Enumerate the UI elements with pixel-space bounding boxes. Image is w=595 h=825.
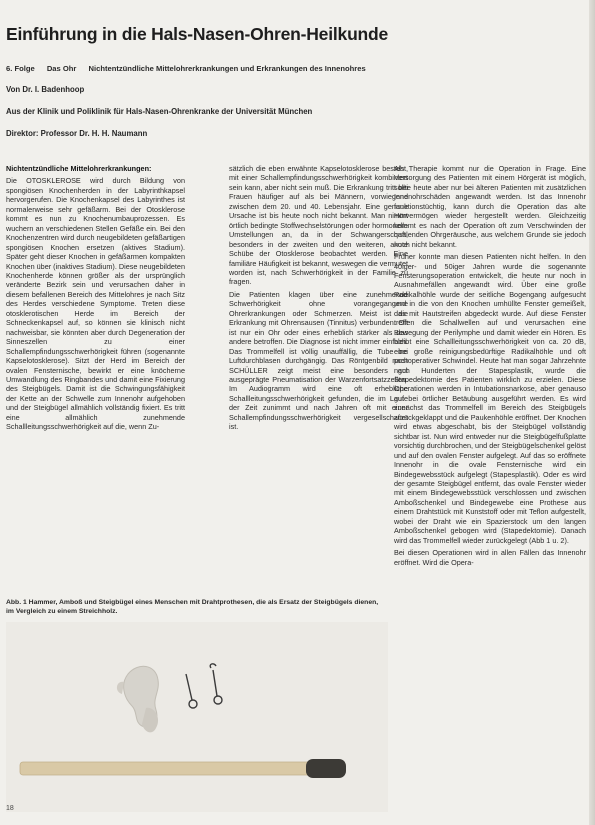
topic-label: Das Ohr xyxy=(46,64,77,73)
paragraph: sätzlich die eben erwähnte Kapselotosklerose besteht, mit einer Schallempfindungsschwerhörigkeit kombiniert sein kann, aber nicht sein muß. Die Erkrankung tritt bei Frauen häufiger auf als bei Männern, vorwiegend zwischen dem 20. und 40. Lebensjahr. Eine genaue Ursache ist bis heute noch nicht bekannt. Man nimmt örtlich bedingte Stoffwechselstörungen oder hormonelle Umstellungen an, da in der Schwangerschaft, besonders in der zweiten und den weiteren, akute Schübe der Otosklerose beobachtet werden. Eine familiäre Häufigkeit ist bekannt, weswegen die vermutet worden ist, nach Schwerhörigkeit in der Familie zu fragen. xyxy=(229,164,408,287)
paragraph: Die Patienten klagen über eine zunehmende Schwerhörigkeit ohne vorangegangene Ohrerkrankungen oder Schmerzen. Meist ist die Erkrankung mit Ohrensausen (Tinnitus) verbunden. Oft ist nur ein Ohr oder eines erheblich stärker als das andere betroffen. Die Diagnose ist nicht immer einfach. Das Trommelfell ist völlig unauffällig, die Tube bei Luftdurchblasen durchgängig. Das Röntgenbild nach SCHÜLLER zeigt meist eine besonders gut ausgeprägte Pneumatisation der Warzenfortsatzzellen. Im Audiogramm wird eine oft erhebliche Schallleitungsschwerhörigkeit gefunden, die im Laufe der Zeit zunimmt und nach Jahren oft mit einer Schallempfindungsschwerhörigkeit vergesellschaftet ist. xyxy=(229,289,408,432)
paragraph: Als Therapie kommt nur die Operation in Frage. Eine Versorgung des Patienten mit einem Hörgerät ist möglich, sollte heute aber nur bei älteren Patienten mit zusätzlichen Innenohrschäden angewandt werden. Ist das Innenohr funktionstüchtig, kann durch die Operation das alte Hörvermögen wieder hergestellt werden. Gleichzeitig kommt es nach der Operation oft zum Verschwinden der quälenden Ohrgeräusche, aus welchem Grunde sie jedoch noch nicht bekannt. xyxy=(394,164,586,249)
section-heading: Nichtentzündliche Mittelohrerkrankungen: xyxy=(6,164,152,173)
article-subtitle xyxy=(6,64,591,73)
text-column-1 xyxy=(6,164,185,584)
page-number: 18 xyxy=(6,805,14,812)
director-line: Direktor: Professor Dr. H. H. Naumann xyxy=(6,129,148,138)
subtitle-description: Nichtentzündliche Mittelohrerkrankungen und Erkrankungen des Innenohres xyxy=(88,64,366,73)
text-column-3 xyxy=(394,164,586,815)
figure-caption: Abb. 1 Hammer, Amboß und Steigbügel eines Menschen mit Drahtprothesen, die als Ersatz der Steigbügels dienen, im Vergleich zu einem Streichholz. xyxy=(6,599,379,615)
text-column-2 xyxy=(229,164,408,584)
paragraph: Die OTOSKLEROSE wird durch Bildung von spongiösen Knochenherden in der Labyrinthkapsel hervorgerufen. Die Knochenkapsel des Labyrinthes ist normalerweise sehr gefäßarm. Bei der Otosklerose kommt es nun zu Knochenumbauprozessen. Es wuchern an verschiedenen Stellen Gefäße ein. Bei den Knochenzentren wird durch neugebildeten gefäßartigen spongiösen Knochen ersetzen (aktives Stadium). Später geht dieser Knochen in gefäßarmen kompakten Knochen über (inaktives Stadium). Diese neugebildeten Knochenherde können größer als der ursprünglich veränderte Bezirk sein und verursachen daher in diesem befallenen Bereich des Mittelohres je nach Sitz des Herdes verschiedene Symptome. Treten diese otosklerotischen Herde im Bereich der Schneckenkapsel auf, so können sie klinisch nicht nachweisbar, sie könnten aber durch Degeneration der Sinneszellen zu einer Schallempfindungsschwerhörigkeit führen (sogenannte Kapselotosklerose). Sitzt der Herd im Bereich der ovalen Fensternische, bewirkt er eine knöcherne Umwandlung des Ringbandes und damit eine Fixierung des Steigbügels. Damit ist die Schwingungsfähigkeit der Kette an der Schwelle zum Innenohr aufgehoben und der Steigbügel allmählich vollständig fixiert. Es tritt eine allmählich zunehmende Schallleitungsschwerhörigkeit auf die, wenn Zu- xyxy=(6,176,185,432)
paragraph: Früher konnte man diesen Patienten nicht helfen. In den 40iger- und 50iger Jahren wurde die sogenannte Fensterungsoperation entwickelt, die heute nur noch in Ausnahmefällen angewandt wird. Über eine große Radikalhöhle wurde der seitliche Bogengang aufgesucht und in die von den Knochen umhüllte Fenster gemeißelt, das mit Hautstreifen abgedeckt wurde. Auf diese Fenster treffen die Schallwellen auf und verursachen eine Bewegung der Perilymphe und damit wieder ein Hören. Es bleibt eine Schallleitungsschwerhörigkeit von ca. 20 dB, eine große reinigungsbedürftige Radikalhöhle und oft postoperativer Schwindel. Heute hat man sogar Jahrzehnte nach Hunderten der Stapesplastik, wurde die Stapedektomie des Patienten wirklich zu erzielen. Diese Operationen werden in Intubationsnarkose, aber genauso gut bei örtlicher Betäubung ausgeführt werden. Es wird zunächst das Trommelfell im Bereich des Steigbügels zurückgeklappt und die Paukenhöhle eröffnet. Der Knochen wird etwas abgeschabt, bis der Steigbügel vollständig sichtbar ist. Nun wird entweder nur die Steigbügelfußplatte vorsichtig durchbrochen, und der Steigbügelschenkel gelöst und auf den ovalen Fenster aufgelegt. Auf das so eröffnete Innenohr in die ovale Fensternische wird ein Bindegewebsstück aufgelegt (Stapesplastik). Oder es wird der gesamte Steigbügel entfernt, das ovale Fenster wieder mit einem Bindegewebsstück verschlossen und zwischen Amboßschenkel und Bindegewebe eine Prothese aus einem Drahtstück mit Kunststoff oder mit Teflon aufgestellt, wobei der Draht wie ein Spazierstock um den langen Amboßschenkel gebogen wird (Stapedektomie). Danach wird das Trommelfell wieder zurückgelegt (Abb 1 u. 2). xyxy=(394,252,586,545)
matchstick-illustration xyxy=(20,759,346,778)
paragraph: Bei diesen Operationen wird in allen Fällen das Innenohr eröffnet. Wird die Opera- xyxy=(394,548,586,567)
institution-line: Aus der Klinik und Poliklinik für Hals-Nasen-Ohrenkranke der Universität München xyxy=(6,107,313,116)
series-label: 6. Folge xyxy=(6,64,35,73)
article-title: Einführung in die Hals-Nasen-Ohren-Heilkunde xyxy=(6,24,389,44)
author-line: Von Dr. I. Badenhoop xyxy=(6,85,85,94)
scan-edge xyxy=(589,0,595,825)
ossicles-prosthesis-photo xyxy=(6,622,388,812)
figure-photo xyxy=(6,622,388,812)
